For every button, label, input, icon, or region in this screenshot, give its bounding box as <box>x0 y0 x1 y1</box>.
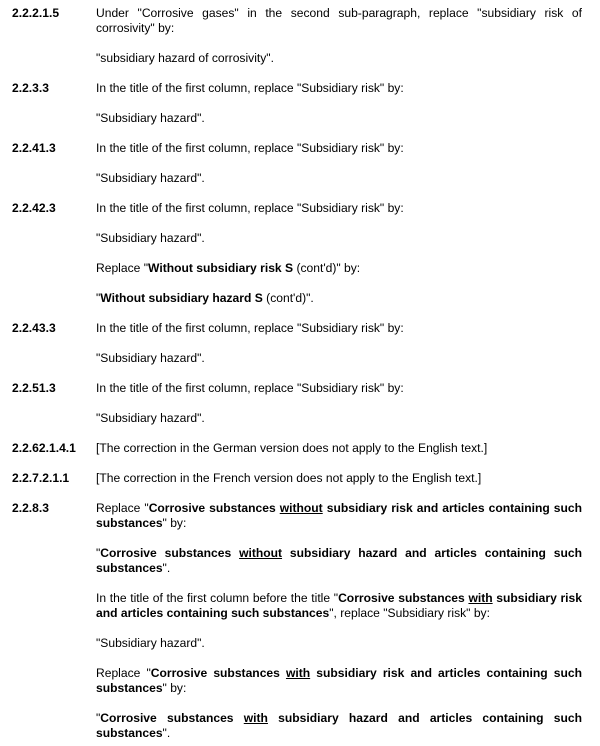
amendment-instruction: In the title of the first column, replace "Subsidiary risk" by: <box>96 201 404 215</box>
paragraph-number: 2.2.62.1.4.1 <box>12 441 76 455</box>
amendment-instruction: Replace "Without subsidiary risk S (cont'd)" by: <box>96 261 361 275</box>
amendment-instruction: Replace "Corrosive substances without subsidiary risk and articles containing such substances" by: <box>96 501 582 530</box>
amendment-body <box>96 501 582 741</box>
paragraph-number: 2.2.3.3 <box>12 81 49 95</box>
amendment-body <box>96 471 582 486</box>
amendment-entry <box>12 321 582 366</box>
paragraph-number: 2.2.42.3 <box>12 201 56 215</box>
amendment-entry <box>12 471 582 486</box>
amendment-body <box>96 141 582 186</box>
replacement-text: "Subsidiary hazard". <box>96 351 205 365</box>
amendment-entry <box>12 501 582 741</box>
paragraph-number: 2.2.41.3 <box>12 141 56 155</box>
paragraph-number: 2.2.2.1.5 <box>12 6 60 20</box>
amendment-note: [The correction in the French version does not apply to the English text.] <box>96 471 482 485</box>
paragraph-number: 2.2.51.3 <box>12 381 56 395</box>
replacement-text: "Without subsidiary hazard S (cont'd)". <box>96 291 314 305</box>
amendment-body <box>96 381 582 426</box>
amendment-note: [The correction in the German version does not apply to the English text.] <box>96 441 488 455</box>
paragraph-number: 2.2.7.2.1.1 <box>12 471 70 485</box>
amendment-entry <box>12 81 582 126</box>
replacement-text: "Corrosive substances with subsidiary hazard and articles containing such substances". <box>96 711 582 740</box>
amendment-instruction: In the title of the first column, replace "Subsidiary risk" by: <box>96 81 404 95</box>
replacement-text: "Subsidiary hazard". <box>96 231 205 245</box>
amendment-entry <box>12 441 582 456</box>
replacement-text: "Subsidiary hazard". <box>96 411 205 425</box>
amendment-instruction: In the title of the first column, replace "Subsidiary risk" by: <box>96 381 404 395</box>
paragraph-number: 2.2.43.3 <box>12 321 56 335</box>
amendment-entry <box>12 381 582 426</box>
amendment-instruction: Under "Corrosive gases" in the second sub-paragraph, replace "subsidiary risk of corrosivity" by: <box>96 6 582 35</box>
replacement-text: "Subsidiary hazard". <box>96 636 205 650</box>
paragraph-number: 2.2.8.3 <box>12 501 49 515</box>
amendment-entry <box>12 201 582 306</box>
amendment-body <box>96 6 582 66</box>
amendment-body <box>96 81 582 126</box>
amendment-instruction: Replace "Corrosive substances with subsidiary risk and articles containing such substances" by: <box>96 666 582 695</box>
replacement-text: "Subsidiary hazard". <box>96 111 205 125</box>
replacement-text: "Subsidiary hazard". <box>96 171 205 185</box>
amendment-body <box>96 201 582 306</box>
replacement-text: "subsidiary hazard of corrosivity". <box>96 51 274 65</box>
amendment-body <box>96 441 582 456</box>
amendment-body <box>96 321 582 366</box>
amendment-entry <box>12 141 582 186</box>
amendment-instruction: In the title of the first column, replace "Subsidiary risk" by: <box>96 321 404 335</box>
amendment-instruction: In the title of the first column, replace "Subsidiary risk" by: <box>96 141 404 155</box>
amendment-entry <box>12 6 582 66</box>
replacement-text: "Corrosive substances without subsidiary hazard and articles containing such substances". <box>96 546 582 575</box>
amendment-instruction: In the title of the first column before the title "Corrosive substances with subsidiary risk and articles containing such substances", replace "Subsidiary risk" by: <box>96 591 582 620</box>
